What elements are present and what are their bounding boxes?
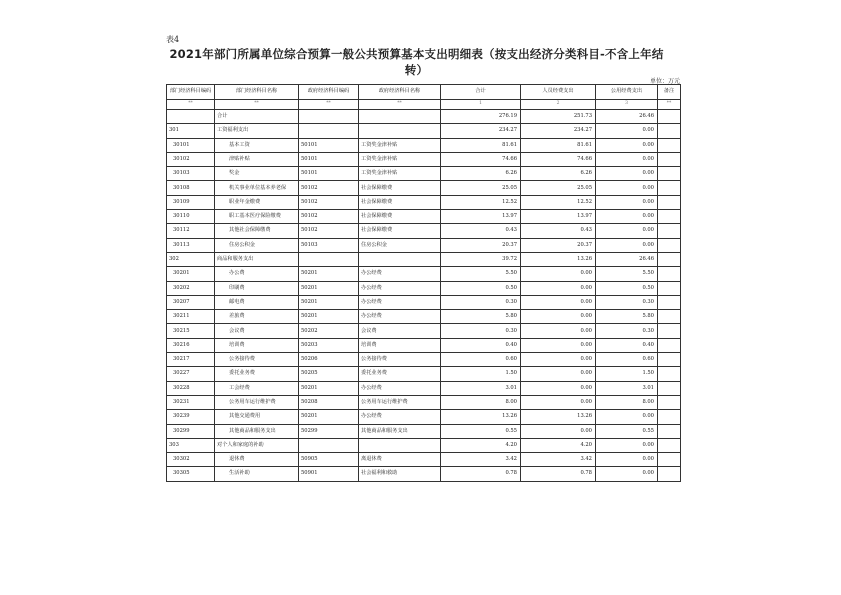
cell-code: 30217 (167, 353, 215, 367)
cell-gov-code (299, 252, 359, 266)
cell-name: 培训费 (215, 338, 299, 352)
cell-personnel: 0.00 (521, 381, 596, 395)
cell-total: 13.97 (441, 210, 521, 224)
cell-code: 302 (167, 252, 215, 266)
cell-gov-code: 50101 (299, 138, 359, 152)
cell-remark (658, 110, 681, 124)
table-row (167, 138, 681, 152)
cell-public: 0.00 (596, 181, 658, 195)
cell-public: 0.00 (596, 224, 658, 238)
cell-gov-name: 公务接待费 (359, 353, 441, 367)
cell-public: 1.50 (596, 367, 658, 381)
cell-name: 委托业务费 (215, 367, 299, 381)
cell-name: 其他社会保障缴费 (215, 224, 299, 238)
cell-personnel: 0.00 (521, 353, 596, 367)
table-row (167, 238, 681, 252)
cell-code: 30103 (167, 167, 215, 181)
table-row (167, 367, 681, 381)
cell-personnel: 0.00 (521, 295, 596, 309)
cell-name: 公务用车运行维护费 (215, 395, 299, 409)
cell-personnel: 4.20 (521, 438, 596, 452)
cell-remark (658, 438, 681, 452)
cell-total: 1.50 (441, 367, 521, 381)
cell-personnel: 0.00 (521, 281, 596, 295)
cell-public: 0.00 (596, 410, 658, 424)
cell-remark (658, 195, 681, 209)
cell-public: 0.00 (596, 167, 658, 181)
cell-code: 30201 (167, 267, 215, 281)
cell-gov-code: 50206 (299, 353, 359, 367)
cell-remark (658, 181, 681, 195)
cell-gov-name (359, 438, 441, 452)
cell-remark (658, 453, 681, 467)
cell-name: 工资福利支出 (215, 124, 299, 138)
cell-gov-name: 办公经费 (359, 310, 441, 324)
cell-name: 对个人和家庭的补助 (215, 438, 299, 452)
subheader-cell: 2 (521, 100, 596, 110)
cell-code: 30216 (167, 338, 215, 352)
cell-public: 0.60 (596, 353, 658, 367)
cell-total: 3.01 (441, 381, 521, 395)
cell-remark (658, 138, 681, 152)
cell-gov-name: 办公经费 (359, 267, 441, 281)
cell-gov-code: 50103 (299, 238, 359, 252)
cell-gov-code: 50101 (299, 167, 359, 181)
cell-personnel: 12.52 (521, 195, 596, 209)
cell-gov-name: 离退休费 (359, 453, 441, 467)
table-row (167, 467, 681, 481)
cell-remark (658, 267, 681, 281)
cell-gov-name: 工资奖金津补贴 (359, 138, 441, 152)
header-cell: 人员经费支出 (521, 85, 596, 100)
cell-total: 0.55 (441, 424, 521, 438)
cell-total: 234.27 (441, 124, 521, 138)
cell-gov-code: 50299 (299, 424, 359, 438)
cell-total: 0.30 (441, 295, 521, 309)
cell-name: 其他商品和服务支出 (215, 424, 299, 438)
cell-name: 公务接待费 (215, 353, 299, 367)
table-row (167, 438, 681, 452)
cell-public: 0.00 (596, 124, 658, 138)
cell-total: 74.66 (441, 152, 521, 166)
cell-code: 30305 (167, 467, 215, 481)
cell-code: 30228 (167, 381, 215, 395)
cell-personnel: 13.26 (521, 252, 596, 266)
cell-gov-code (299, 124, 359, 138)
cell-personnel: 13.26 (521, 410, 596, 424)
cell-public: 0.30 (596, 324, 658, 338)
cell-gov-code: 50203 (299, 338, 359, 352)
header-cell: 政府经济科目编码 (299, 85, 359, 100)
cell-public: 26.46 (596, 110, 658, 124)
table-row (167, 224, 681, 238)
cell-total: 0.60 (441, 353, 521, 367)
cell-remark (658, 252, 681, 266)
cell-public: 26.46 (596, 252, 658, 266)
cell-gov-code: 50205 (299, 367, 359, 381)
cell-total: 0.50 (441, 281, 521, 295)
cell-personnel: 25.05 (521, 181, 596, 195)
table-row (167, 110, 681, 124)
cell-public: 0.00 (596, 467, 658, 481)
cell-gov-name: 公务用车运行维护费 (359, 395, 441, 409)
cell-code: 30202 (167, 281, 215, 295)
cell-gov-code: 50901 (299, 467, 359, 481)
subheader-cell: 3 (596, 100, 658, 110)
cell-public: 0.00 (596, 195, 658, 209)
cell-public: 5.80 (596, 310, 658, 324)
cell-total: 0.30 (441, 324, 521, 338)
cell-personnel: 81.61 (521, 138, 596, 152)
cell-public: 0.55 (596, 424, 658, 438)
cell-personnel: 74.66 (521, 152, 596, 166)
cell-gov-name: 社会保障缴费 (359, 224, 441, 238)
cell-gov-name: 工资奖金津补贴 (359, 152, 441, 166)
cell-remark (658, 424, 681, 438)
cell-personnel: 234.27 (521, 124, 596, 138)
cell-code: 30109 (167, 195, 215, 209)
cell-personnel: 0.00 (521, 367, 596, 381)
subheader-cell: ** (359, 100, 441, 110)
cell-code: 30299 (167, 424, 215, 438)
cell-total: 0.43 (441, 224, 521, 238)
cell-total: 6.26 (441, 167, 521, 181)
cell-total: 39.72 (441, 252, 521, 266)
unit-label: 单位：万元 (649, 78, 680, 85)
cell-name: 机关事业单位基本养老保 (215, 181, 299, 195)
cell-code: 30110 (167, 210, 215, 224)
cell-total: 13.26 (441, 410, 521, 424)
cell-gov-code: 50202 (299, 324, 359, 338)
cell-remark (658, 281, 681, 295)
cell-gov-code: 50201 (299, 381, 359, 395)
cell-gov-name (359, 124, 441, 138)
cell-remark (658, 310, 681, 324)
subheader-cell: ** (658, 100, 681, 110)
cell-name: 其他交通费用 (215, 410, 299, 424)
cell-total: 12.52 (441, 195, 521, 209)
cell-total: 0.40 (441, 338, 521, 352)
cell-remark (658, 353, 681, 367)
cell-name: 工会经费 (215, 381, 299, 395)
cell-total: 0.78 (441, 467, 521, 481)
cell-name: 会议费 (215, 324, 299, 338)
cell-remark (658, 152, 681, 166)
table-row (167, 252, 681, 266)
budget-table (166, 84, 681, 482)
cell-code: 30227 (167, 367, 215, 381)
cell-gov-code: 50102 (299, 195, 359, 209)
cell-total: 81.61 (441, 138, 521, 152)
cell-public: 0.40 (596, 338, 658, 352)
cell-personnel: 0.00 (521, 424, 596, 438)
cell-public: 0.00 (596, 238, 658, 252)
table-row (167, 167, 681, 181)
cell-remark (658, 167, 681, 181)
cell-remark (658, 210, 681, 224)
cell-personnel: 13.97 (521, 210, 596, 224)
cell-code: 30211 (167, 310, 215, 324)
cell-remark (658, 467, 681, 481)
table-row (167, 424, 681, 438)
cell-code: 30239 (167, 410, 215, 424)
cell-name: 差旅费 (215, 310, 299, 324)
table-row (167, 195, 681, 209)
table-row (167, 181, 681, 195)
cell-gov-code: 50102 (299, 210, 359, 224)
cell-gov-code (299, 438, 359, 452)
cell-name: 职业年金缴费 (215, 195, 299, 209)
cell-remark (658, 224, 681, 238)
cell-code: 30102 (167, 152, 215, 166)
cell-gov-name: 会议费 (359, 324, 441, 338)
cell-name: 印刷费 (215, 281, 299, 295)
cell-remark (658, 410, 681, 424)
cell-gov-code: 50201 (299, 267, 359, 281)
table-row (167, 295, 681, 309)
cell-gov-name: 办公经费 (359, 281, 441, 295)
table-row (167, 395, 681, 409)
cell-remark (658, 324, 681, 338)
subheader-cell: ** (215, 100, 299, 110)
cell-name: 生活补助 (215, 467, 299, 481)
cell-personnel: 0.00 (521, 338, 596, 352)
cell-name: 退休费 (215, 453, 299, 467)
cell-personnel: 0.00 (521, 324, 596, 338)
cell-total: 25.05 (441, 181, 521, 195)
cell-gov-code: 50201 (299, 410, 359, 424)
cell-remark (658, 367, 681, 381)
cell-personnel: 251.73 (521, 110, 596, 124)
cell-gov-name: 社会福利和救助 (359, 467, 441, 481)
cell-total: 5.80 (441, 310, 521, 324)
cell-public: 8.00 (596, 395, 658, 409)
cell-gov-name: 其他商品和服务支出 (359, 424, 441, 438)
subheader-cell: 1 (441, 100, 521, 110)
table-row (167, 410, 681, 424)
cell-total: 276.19 (441, 110, 521, 124)
subheader-row (167, 100, 681, 110)
cell-code: 303 (167, 438, 215, 452)
cell-gov-name (359, 110, 441, 124)
cell-gov-code: 50102 (299, 224, 359, 238)
cell-name: 邮电费 (215, 295, 299, 309)
cell-public: 5.50 (596, 267, 658, 281)
table-row (167, 324, 681, 338)
cell-gov-name: 办公经费 (359, 410, 441, 424)
cell-gov-name: 住房公积金 (359, 238, 441, 252)
cell-public: 0.00 (596, 152, 658, 166)
header-row (167, 85, 681, 100)
cell-total: 4.20 (441, 438, 521, 452)
cell-personnel: 6.26 (521, 167, 596, 181)
cell-name: 办公费 (215, 267, 299, 281)
cell-gov-name: 办公经费 (359, 381, 441, 395)
cell-code: 301 (167, 124, 215, 138)
cell-public: 0.30 (596, 295, 658, 309)
subheader-cell: ** (167, 100, 215, 110)
table-row (167, 124, 681, 138)
cell-code: 30113 (167, 238, 215, 252)
cell-public: 3.01 (596, 381, 658, 395)
cell-remark (658, 295, 681, 309)
table-row (167, 152, 681, 166)
table-row (167, 381, 681, 395)
cell-code: 30215 (167, 324, 215, 338)
cell-personnel: 3.42 (521, 453, 596, 467)
cell-personnel: 0.00 (521, 395, 596, 409)
cell-public: 0.00 (596, 438, 658, 452)
table-number: 表4 (166, 35, 180, 44)
cell-remark (658, 395, 681, 409)
cell-name: 奖金 (215, 167, 299, 181)
cell-gov-name: 社会保障缴费 (359, 181, 441, 195)
cell-name: 住房公积金 (215, 238, 299, 252)
cell-name: 商品和服务支出 (215, 252, 299, 266)
cell-total: 8.00 (441, 395, 521, 409)
cell-gov-name: 培训费 (359, 338, 441, 352)
cell-gov-code (299, 110, 359, 124)
cell-total: 20.37 (441, 238, 521, 252)
cell-name: 合计 (215, 110, 299, 124)
header-cell: 公用经费支出 (596, 85, 658, 100)
table-row (167, 353, 681, 367)
header-cell: 部门经济科目名称 (215, 85, 299, 100)
table-row (167, 338, 681, 352)
cell-code: 30231 (167, 395, 215, 409)
cell-code: 30101 (167, 138, 215, 152)
cell-gov-code: 50201 (299, 281, 359, 295)
cell-gov-name: 社会保障缴费 (359, 195, 441, 209)
page-title: 2021年部门所属单位综合预算一般公共预算基本支出明细表（按支出经济分类科目-不含上年结转） (169, 47, 664, 77)
cell-code: 30108 (167, 181, 215, 195)
cell-gov-code: 50102 (299, 181, 359, 195)
cell-name: 基本工资 (215, 138, 299, 152)
cell-gov-name: 委托业务费 (359, 367, 441, 381)
cell-gov-name: 工资奖金津补贴 (359, 167, 441, 181)
cell-gov-name: 办公经费 (359, 295, 441, 309)
table-row (167, 267, 681, 281)
cell-personnel: 0.00 (521, 310, 596, 324)
cell-remark (658, 124, 681, 138)
header-cell: 合计 (441, 85, 521, 100)
cell-gov-code: 50101 (299, 152, 359, 166)
table-row (167, 453, 681, 467)
cell-total: 3.42 (441, 453, 521, 467)
cell-public: 0.00 (596, 453, 658, 467)
cell-name: 津贴补贴 (215, 152, 299, 166)
cell-personnel: 20.37 (521, 238, 596, 252)
cell-remark (658, 238, 681, 252)
cell-code: 30207 (167, 295, 215, 309)
subheader-cell: ** (299, 100, 359, 110)
cell-personnel: 0.43 (521, 224, 596, 238)
cell-remark (658, 381, 681, 395)
cell-gov-code: 50201 (299, 295, 359, 309)
cell-personnel: 0.00 (521, 267, 596, 281)
cell-public: 0.00 (596, 210, 658, 224)
cell-gov-code: 50208 (299, 395, 359, 409)
cell-code (167, 110, 215, 124)
header-cell: 备注 (658, 85, 681, 100)
header-cell: 政府经济科目名称 (359, 85, 441, 100)
cell-public: 0.00 (596, 138, 658, 152)
cell-gov-code: 50905 (299, 453, 359, 467)
cell-gov-name: 社会保障缴费 (359, 210, 441, 224)
cell-public: 0.50 (596, 281, 658, 295)
cell-gov-code: 50201 (299, 310, 359, 324)
table-row (167, 210, 681, 224)
cell-total: 5.50 (441, 267, 521, 281)
table-row (167, 310, 681, 324)
cell-gov-name (359, 252, 441, 266)
cell-code: 30302 (167, 453, 215, 467)
cell-personnel: 0.78 (521, 467, 596, 481)
cell-name: 职工基本医疗保险缴费 (215, 210, 299, 224)
table-row (167, 281, 681, 295)
cell-code: 30112 (167, 224, 215, 238)
cell-remark (658, 338, 681, 352)
header-cell: 部门经济科目编码 (167, 85, 215, 100)
